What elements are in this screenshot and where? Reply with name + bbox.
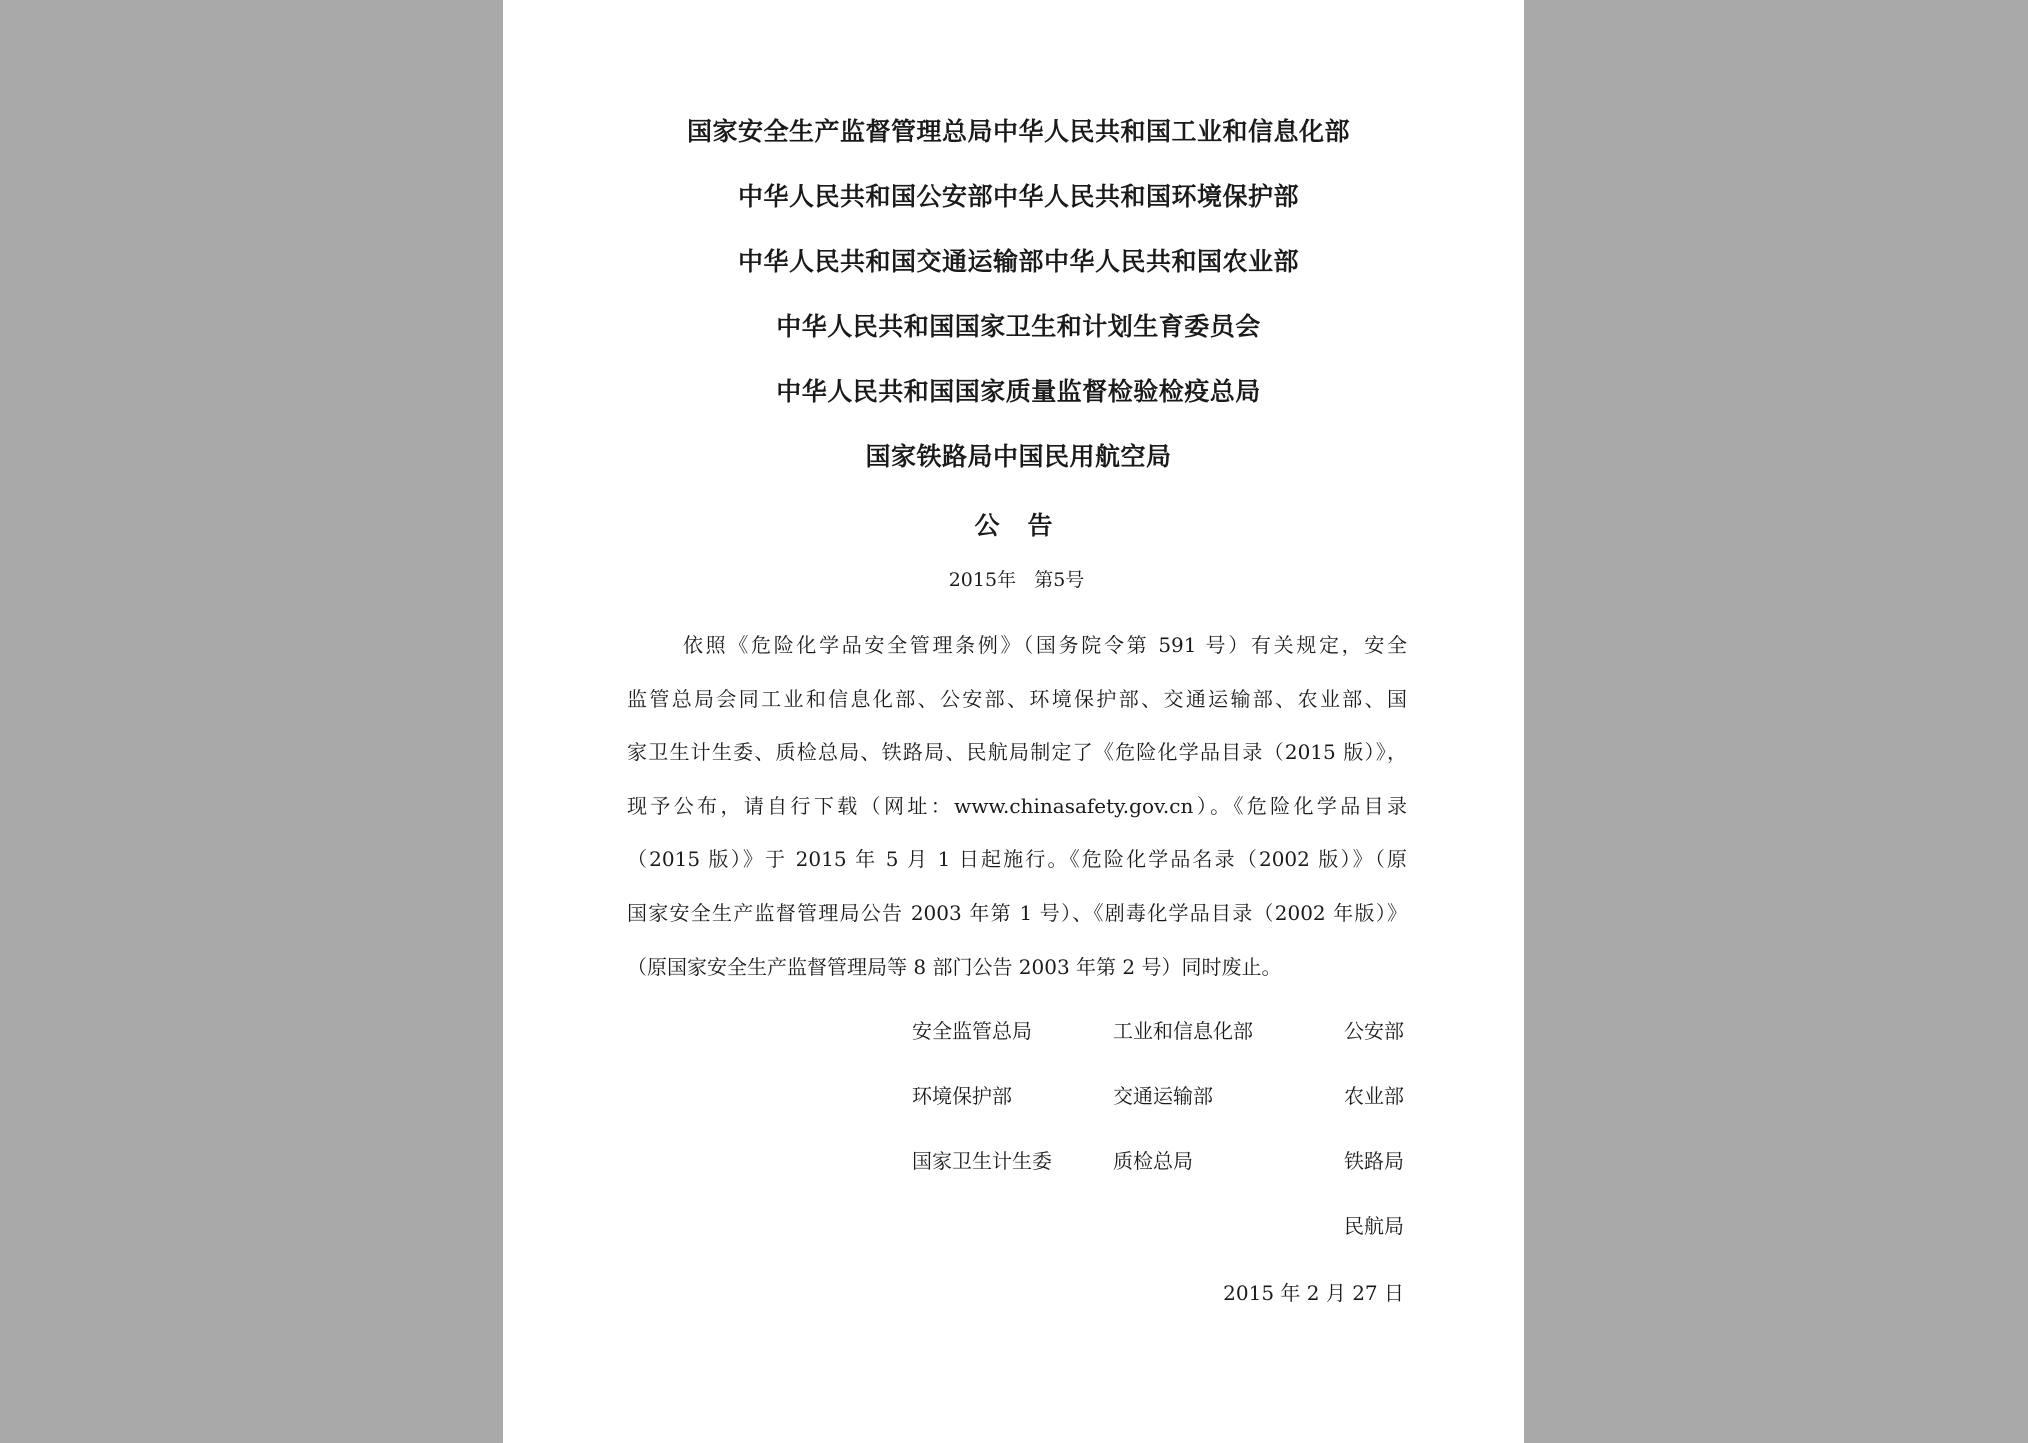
issuing-authorities [503,112,1524,502]
title-line: 中华人民共和国国家质量监督检验检疫总局 [776,377,1261,406]
title-line: 中华人民共和国国家卫生和计划生育委员会 [776,312,1261,341]
body-line: 依照《危险化学品安全管理条例》（国务院令第 591 号）有关规定，安全 [683,633,1407,657]
document-number: 2015年 第5号 [948,569,1085,591]
body-line: （原国家安全生产监督管理局等 8 部门公告 2003 年第 2 号）同时废止。 [627,954,1282,979]
signatory: 交通运输部 [1113,1084,1213,1108]
signatory: 质检总局 [1113,1149,1193,1173]
issue-date: 2015 年 2 月 27 日 [1223,1281,1404,1305]
signatory: 民航局 [1344,1214,1404,1238]
signatory: 环境保护部 [912,1084,1012,1108]
signatory: 工业和信息化部 [1113,1019,1253,1043]
title-line: 中华人民共和国公安部中华人民共和国环境保护部 [737,182,1299,211]
document-page [503,0,1524,1443]
body-line: 家卫生计生委、质检总局、铁路局、民航局制定了《危险化学品目录（2015 版）》， [627,740,1407,765]
title-line: 中华人民共和国交通运输部中华人民共和国农业部 [737,247,1299,276]
signatory: 公安部 [1344,1019,1404,1043]
body-line: 现予公布，请自行下载（网址：www.chinasafety.gov.cn）。《危险化学品目录 [627,793,1407,818]
body-line: 监管总局会同工业和信息化部、公安部、环境保护部、交通运输部、农业部、国 [627,686,1407,711]
signatory: 国家卫生计生委 [912,1149,1052,1173]
body-line: （2015 版）》于 2015 年 5 月 1 日起施行。《危险化学品名录（2002 版）》（原 [627,847,1407,872]
signatory: 农业部 [1344,1084,1404,1108]
body-line: 国家安全生产监督管理局公告 2003 年第 1 号）、《剧毒化学品目录（2002 年版）》 [627,900,1407,925]
title-line: 国家安全生产监督管理总局中华人民共和国工业和信息化部 [686,117,1350,146]
signatory: 铁路局 [1344,1149,1404,1173]
title-line: 国家铁路局中国民用航空局 [865,442,1172,471]
signatory: 安全监管总局 [912,1019,1032,1043]
announcement-body [627,627,1407,1002]
announcement-heading: 公告 [974,511,1081,540]
